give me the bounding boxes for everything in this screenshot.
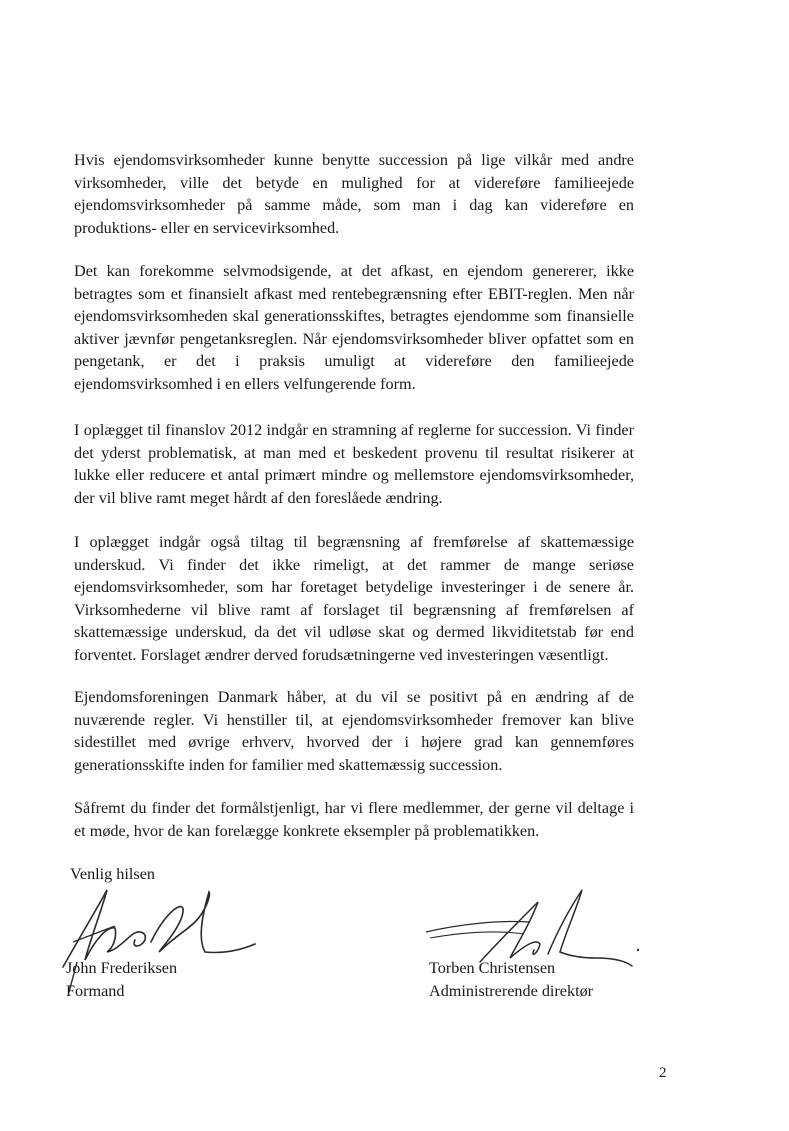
signatory-left <box>66 957 177 1003</box>
page-number: 2 <box>659 1065 667 1081</box>
letter-paragraph-6: Såfremt du finder det formålstjenligt, har vi flere medlemmer, der gerne vil deltage i et møde, hvor de kan forelægge konkrete eksempler på problematikken. <box>74 799 634 840</box>
signatory-left-name: John Frederiksen <box>66 959 178 977</box>
signatory-right <box>429 957 593 1003</box>
letter-paragraph-2: Det kan forekomme selvmodsigende, at det afkast, en ejendom genererer, ikke betragtes som et finansielt afkast med rentebegrænsning efter EBIT-reglen. Men når ejendomsvirksomheden skal generationsskiftes, betragtes ejendomme som finansielle aktiver jævnfør pengetanksreglen. Når ejendomsvirksomheder bliver opfattet som en pengetank, er det i praksis umuligt at videreføre den familieejede ejendomsvirksomhed i en ellers velfungerende form. <box>74 262 634 393</box>
letter-paragraph-3: I oplægget til finanslov 2012 indgår en stramning af reglerne for succession. Vi finder det yderst problematisk, at man med et beskedent provenu til resultat risikerer at lukke eller reducere et antal primært mindre og mellemstore ejendomsvirksomheder, der vil blive ramt meget hårdt af den foreslåede ændring. <box>74 421 634 507</box>
closing-salutation: Venlig hilsen <box>70 865 155 883</box>
letter-paragraph-1: Hvis ejendomsvirksomheder kunne benytte succession på lige vilkår med andre virksomheder, ville det betyde en mulighed for at videreføre familieejede ejendomsvirksomheder på samme måde, som man i dag kan videreføre en produktions- eller en servicevirksomhed. <box>74 151 634 237</box>
letter-paragraph-4: I oplægget indgår også tiltag til begrænsning af fremførelse af skattemæssige underskud. Vi finder det ikke rimeligt, at det rammer de mange seriøse ejendomsvirksomheder, som har foretaget betydelige investeringer i de senere år. Virksomhederne vil blive ramt af forslaget til begrænsning af fremførelsen af skattemæssige underskud, da det vil udløse skat og dermed likviditetstab før end forventet. Forslaget ændrer derved forudsætningerne ved investeringen væsentligt. <box>74 533 634 664</box>
signatory-right-name: Torben Christensen <box>429 959 556 977</box>
signatory-left-title: Formand <box>66 982 125 1000</box>
letter-paragraph-5: Ejendomsforeningen Danmark håber, at du vil se positivt på en ændring af de nuværende regler. Vi henstiller til, at ejendomsvirksomheder fremover kan blive sidestillet med øvrige erhverv, hvorved der i højere grad kan gennemføres generationsskifte inden for familier med skattemæssig succession. <box>74 688 634 774</box>
signatory-right-title: Administrerende direktør <box>429 982 594 1000</box>
